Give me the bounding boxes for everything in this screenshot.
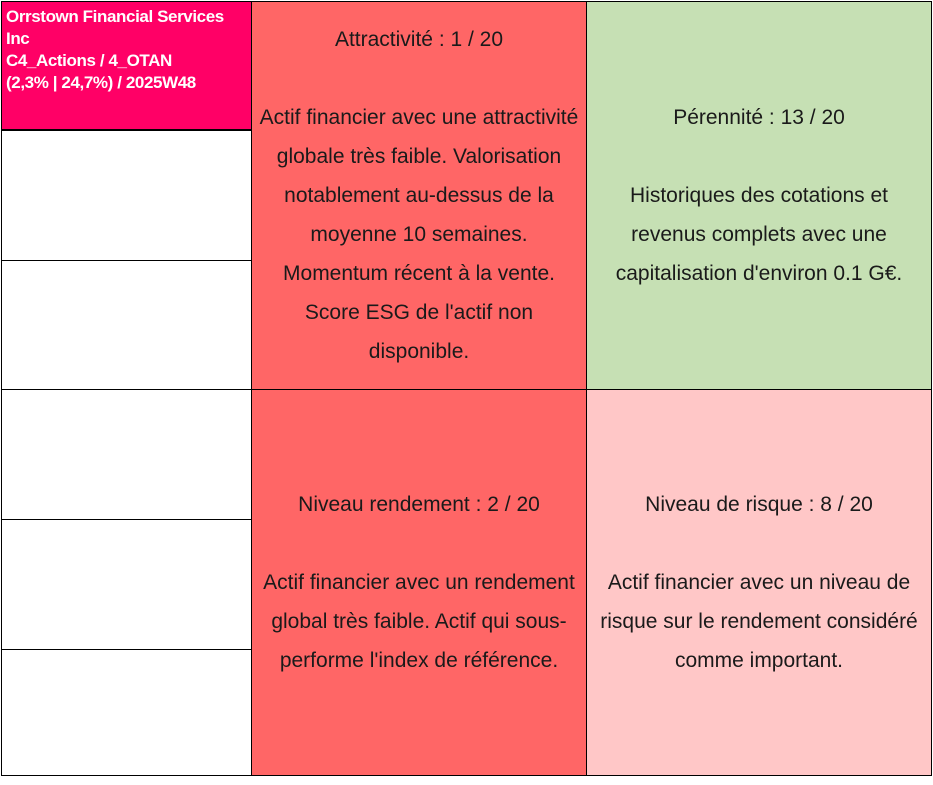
blank-cell-1 [1,130,252,261]
attractivite-panel [251,1,587,390]
attractivite-description: Actif financier avec une attractivité globale très faible. Valorisation notablement au-dessus de la moyenne 10 semaines. Momentum récent à la vente. Score ESG de l'actif non disponible. [259,106,579,363]
risque-panel [586,389,932,776]
blank-cell-4 [1,519,252,650]
perennite-panel [586,1,932,390]
blank-cell-2 [1,260,252,390]
rendement-panel [251,389,587,776]
risque-score: Niveau de risque : 8 / 20 [645,493,873,516]
asset-category-line: C4_Actions / 4_OTAN [6,51,172,70]
asset-title-cell [1,1,252,130]
risque-description: Actif financier avec un niveau de risque sur le rendement considéré comme important. [600,571,918,672]
asset-name-line-1: Orrstown Financial Services [6,7,224,26]
rendement-description: Actif financier avec un rendement global très faible. Actif qui sous-performe l'index de référence. [263,571,575,672]
rendement-score: Niveau rendement : 2 / 20 [298,493,540,516]
asset-name-line-2: Inc [6,29,30,48]
asset-performance-line: (2,3% | 24,7%) / 2025W48 [6,73,196,92]
perennite-description: Historiques des cotations et revenus complets avec une capitalisation d'environ 0.1 G€. [615,184,903,285]
attractivite-score: Attractivité : 1 / 20 [334,28,504,51]
perennite-score: Pérennité : 13 / 20 [673,106,845,129]
blank-cell-5 [1,649,252,776]
blank-cell-3 [1,389,252,520]
bottom-border [1,775,932,776]
